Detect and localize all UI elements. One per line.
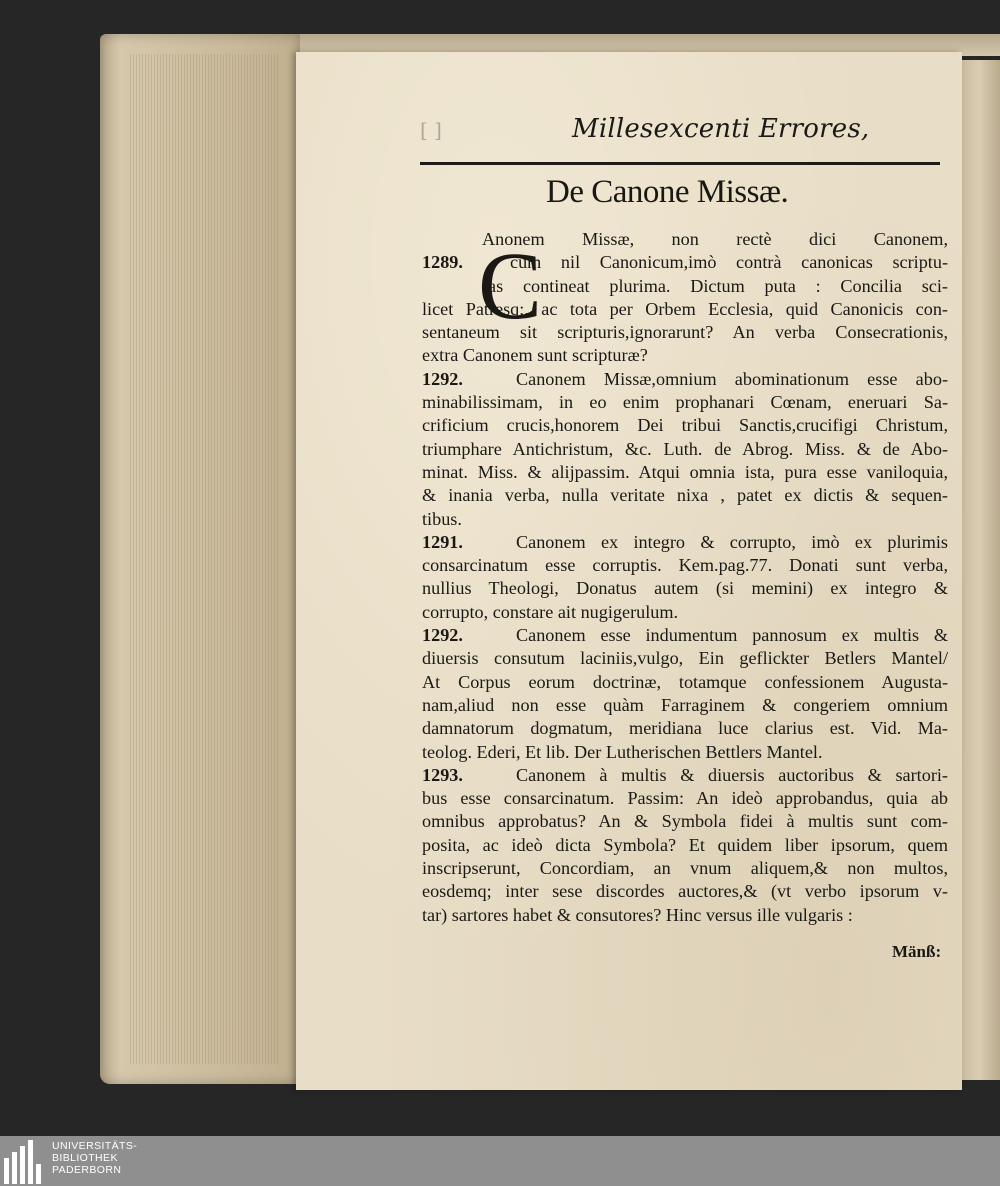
text-line: [422, 391, 948, 414]
text-line: [422, 228, 948, 251]
text-line: [422, 810, 948, 833]
line-text: omnibus approbatus? An & Symbola fidei à multis sunt com-: [422, 811, 948, 832]
text-line: [422, 601, 948, 624]
text-line: [422, 671, 948, 694]
text-line: [422, 904, 948, 927]
entry-number: 1289.: [422, 252, 463, 273]
section-title: De Canone Missæ.: [546, 174, 789, 210]
line-text: Canonem Missæ,omnium abominationum esse abo-: [516, 368, 948, 389]
text-line: [422, 717, 948, 740]
library-name-line1: UNIVERSITÄTS-: [52, 1140, 138, 1152]
line-text: Canonem ex integro & corrupto, imò ex plurimis: [516, 531, 948, 552]
line-text: crificium crucis,honorem Dei tribui Sanctis,crucifigi Christum,: [422, 415, 948, 436]
line-text: cum nil Canonicum,imò contrà canonicas scriptu-: [510, 252, 948, 273]
text-line: [422, 834, 948, 857]
book-page-block: [100, 34, 300, 1084]
line-text: ras contineat plurima. Dictum puta : Concilia sci-: [482, 275, 948, 296]
text-line: [422, 275, 948, 298]
text-line: [422, 508, 948, 531]
text-line: [422, 624, 948, 647]
text-line: [422, 647, 948, 670]
text-line: [422, 554, 948, 577]
text-line: [422, 344, 948, 367]
entry-number: 1292.: [422, 368, 463, 389]
text-line: [422, 298, 948, 321]
line-text: posita, ac ideò dicta Symbola? Et quidem liber ipsorum, quem: [422, 834, 948, 855]
text-line: [422, 694, 948, 717]
line-text: teolog. Ederi, Et lib. Der Lutherischen Bettlers Mantel.: [422, 741, 823, 762]
entry-number: 1293.: [422, 764, 463, 785]
text-line: [422, 577, 948, 600]
text-line: [422, 461, 948, 484]
line-text: At Corpus eorum doctrinæ, totamque confessionem Augusta-: [422, 671, 948, 692]
text-line: [422, 368, 948, 391]
line-text: Canonem esse indumentum pannosum ex multis &: [516, 625, 948, 646]
text-line: [422, 741, 948, 764]
line-text: licet Patresq;, ac tota per Orbem Ecclesia, quid Canonicis con-: [422, 298, 948, 319]
book-right-edge: [958, 60, 1000, 1080]
library-logo-icon: [4, 1140, 46, 1184]
catchword: Mänß:: [892, 942, 942, 961]
page-number: [ ]: [420, 118, 442, 142]
line-text: consarcinatum esse corruptis. Kem.pag.77. Donati sunt verba,: [422, 555, 948, 576]
line-text: Anonem Missæ, non rectè dici Canonem,: [482, 229, 948, 249]
line-text: nam,aliud non esse quàm Farraginem & congeriem omnium: [422, 694, 948, 715]
text-line: [422, 787, 948, 810]
line-text: tar) sartores habet & consutores? Hinc versus ille vulgaris :: [422, 904, 853, 925]
library-name: [52, 1140, 137, 1176]
body-text: [422, 228, 948, 927]
line-text: inscripserunt, Concordiam, an vnum aliquem,& non multos,: [422, 858, 948, 879]
text-line: [422, 764, 948, 787]
text-line: [422, 484, 948, 507]
line-text: Canonem à multis & diuersis auctoribus & sartori-: [516, 764, 948, 785]
line-text: bus esse consarcinatum. Passim: An ideò approbandus, quia ab: [422, 788, 948, 809]
book-page: [296, 52, 962, 1090]
text-line: [422, 531, 948, 554]
line-text: & inania verba, nulla veritate nixa , patet ex dictis & sequen-: [422, 485, 948, 506]
text-line: [422, 414, 948, 437]
line-text: sentaneum sit scripturis,ignorarunt? An verba Consecrationis,: [422, 322, 948, 343]
line-text: extra Canonem sunt scripturæ?: [422, 345, 648, 366]
line-text: tibus.: [422, 508, 462, 529]
text-line: [422, 251, 948, 274]
head-rule: [420, 162, 940, 165]
drop-cap: C: [478, 232, 543, 339]
line-text: eosdemq; inter sese discordes auctores,& (vt verbo ipsorum v-: [422, 881, 948, 902]
running-head: Millesexcenti Errores,: [572, 114, 870, 144]
line-text: diuersis consutum laciniis,vulgo, Ein geflickter Betlers Mantel/: [422, 648, 948, 669]
library-name-line2: BIBLIOTHEK: [52, 1152, 118, 1164]
footer-bar: [0, 1136, 1000, 1186]
text-line: [422, 438, 948, 461]
line-text: nullius Theologi, Donatus autem (si memini) ex integro &: [422, 578, 948, 599]
line-text: corrupto, constare ait nugigerulum.: [422, 601, 679, 622]
line-text: triumphare Antichristum, &c. Luth. de Abrog. Miss. & de Abo-: [422, 438, 948, 459]
line-text: damnatorum dogmatum, meridiana luce clarius est. Vid. Ma-: [422, 718, 948, 739]
entry-number: 1291.: [422, 531, 463, 552]
text-line: [422, 321, 948, 344]
line-text: minat. Miss. & alijpassim. Atqui omnia ista, pura esse vaniloquia,: [422, 461, 948, 482]
text-line: [422, 880, 948, 903]
line-text: minabilissimam, in eo enim prophanari Cœnam, eneruari Sa-: [422, 392, 948, 413]
library-name-line3: PADERBORN: [52, 1164, 122, 1176]
text-line: [422, 857, 948, 880]
entry-number: 1292.: [422, 625, 463, 646]
